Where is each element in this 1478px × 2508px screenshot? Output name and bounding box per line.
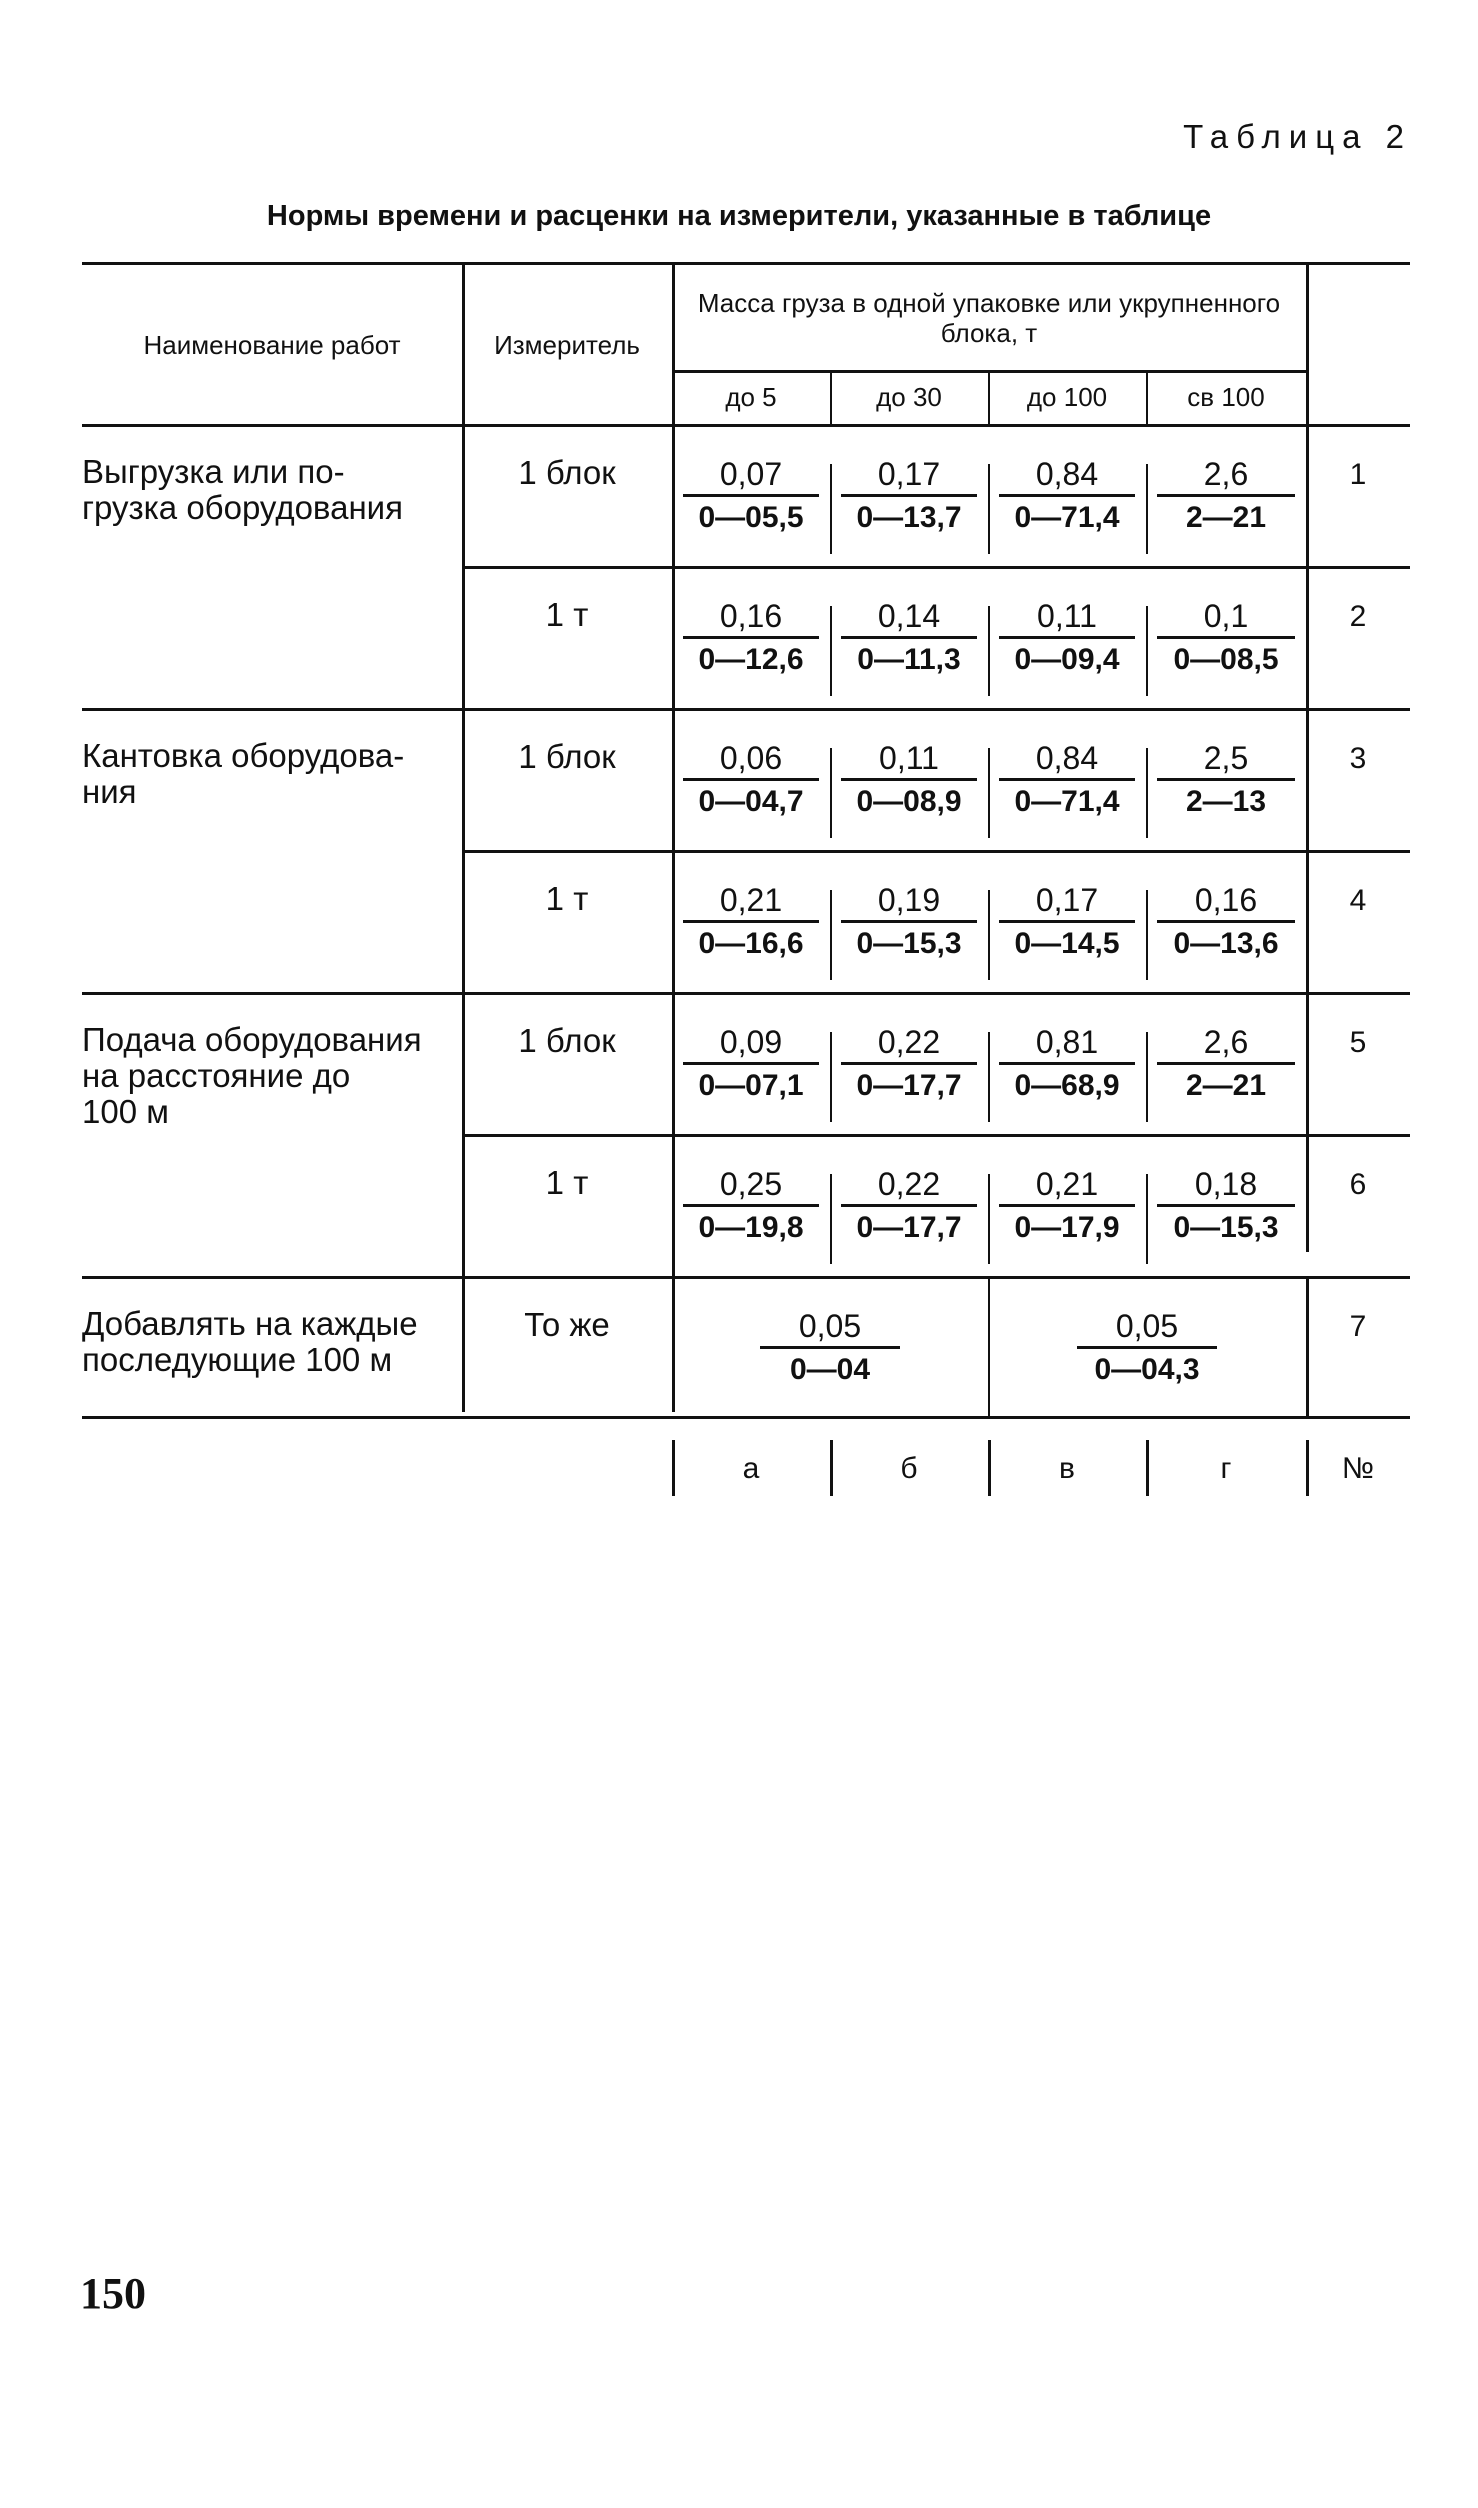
- row-number: 5: [1349, 1026, 1367, 1059]
- time-norm: 0,05: [798, 1308, 862, 1344]
- norm-fraction: [988, 1022, 1146, 1107]
- table-caption: Таблица 2: [1183, 118, 1412, 155]
- norm-fraction: [1146, 738, 1306, 823]
- time-norm: 0,1: [1203, 598, 1249, 634]
- meter-unit: 1 блок: [518, 454, 616, 491]
- norm-fraction: [672, 1164, 830, 1249]
- price-rate: 0—68,9: [1014, 1069, 1120, 1102]
- meter-unit: 1 т: [545, 880, 589, 917]
- norm-fraction: [988, 1306, 1306, 1391]
- work-name: Подача оборудования на расстояние до 100 м: [82, 1021, 422, 1130]
- time-norm: 0,07: [719, 456, 783, 492]
- norm-fraction: [988, 596, 1146, 681]
- price-rate: 0—71,4: [1014, 501, 1120, 534]
- header-mass: Масса груза в одной упаковке или укрупненного блока, т: [697, 288, 1281, 348]
- price-rate: 0—15,3: [856, 927, 962, 960]
- time-norm: 0,11: [1037, 598, 1097, 634]
- footer-column-label: а: [742, 1452, 760, 1485]
- price-rate: 0—04,3: [1094, 1353, 1200, 1386]
- row-rule-group: [82, 708, 1410, 711]
- row-number: 1: [1349, 458, 1367, 491]
- price-rate: 0—17,7: [856, 1211, 962, 1244]
- price-rate: 0—13,6: [1173, 927, 1279, 960]
- price-rate: 0—04: [789, 1353, 871, 1386]
- header-bottom-rule: [82, 424, 1410, 427]
- time-norm: 2,5: [1203, 740, 1249, 776]
- norm-fraction: [988, 880, 1146, 965]
- time-norm: 0,21: [719, 882, 783, 918]
- work-name: Добавлять на каждые последующие 100 м: [82, 1305, 418, 1378]
- price-rate: 0—17,7: [856, 1069, 962, 1102]
- row-number: 3: [1349, 742, 1367, 775]
- time-norm: 2,6: [1203, 1024, 1249, 1060]
- norm-fraction: [672, 1306, 988, 1391]
- work-name: Кантовка оборудова- ния: [82, 737, 405, 810]
- norm-fraction: [1146, 880, 1306, 965]
- norm-fraction: [672, 738, 830, 823]
- time-norm: 0,19: [877, 882, 941, 918]
- header-mass-col: до 30: [876, 382, 942, 412]
- meter-unit: 1 блок: [518, 738, 616, 775]
- time-norm: 0,17: [877, 456, 941, 492]
- work-name: Выгрузка или по- грузка оборудования: [82, 453, 403, 526]
- header-mass-col: до 5: [725, 382, 777, 412]
- meter-unit: 1 т: [545, 596, 589, 633]
- price-rate: 0—04,7: [698, 785, 804, 818]
- time-norm: 0,22: [877, 1166, 941, 1202]
- footer-column-label: №: [1341, 1452, 1375, 1485]
- norm-fraction: [988, 1164, 1146, 1249]
- row-number: 7: [1349, 1310, 1367, 1343]
- price-rate: 2—13: [1185, 785, 1267, 818]
- row-rule-sub: [462, 1134, 1410, 1137]
- price-rate: 0—08,9: [856, 785, 962, 818]
- norm-fraction: [672, 454, 830, 539]
- row-rule-group: [82, 1276, 1410, 1279]
- price-rate: 0—07,1: [698, 1069, 804, 1102]
- time-norm: 0,16: [1194, 882, 1258, 918]
- time-norm: 0,81: [1035, 1024, 1099, 1060]
- norm-fraction: [672, 880, 830, 965]
- header-mass-col: до 100: [1026, 382, 1108, 412]
- norm-fraction: [830, 1022, 988, 1107]
- norm-fraction: [672, 1022, 830, 1107]
- meter-unit: То же: [524, 1306, 610, 1343]
- top-rule: [82, 262, 1410, 265]
- norm-fraction: [830, 880, 988, 965]
- price-rate: 0—14,5: [1014, 927, 1120, 960]
- norm-fraction: [1146, 596, 1306, 681]
- time-norm: 0,11: [879, 740, 939, 776]
- header-mass-col: св 100: [1187, 382, 1265, 412]
- footer-column-label: б: [900, 1452, 918, 1485]
- meter-unit: 1 т: [545, 1164, 589, 1201]
- price-rate: 2—21: [1185, 1069, 1267, 1102]
- norm-fraction: [830, 738, 988, 823]
- row-rule-sub: [462, 566, 1410, 569]
- bottom-rule: [82, 1416, 1410, 1419]
- row-number: 6: [1349, 1168, 1367, 1201]
- price-rate: 0—11,3: [857, 643, 961, 676]
- page-number: 150: [80, 2269, 146, 2318]
- footer-column-label: г: [1220, 1452, 1232, 1485]
- time-norm: 0,16: [719, 598, 783, 634]
- time-norm: 0,06: [719, 740, 783, 776]
- time-norm: 0,84: [1035, 740, 1099, 776]
- time-norm: 0,18: [1194, 1166, 1258, 1202]
- time-norm: 0,05: [1115, 1308, 1179, 1344]
- time-norm: 0,09: [719, 1024, 783, 1060]
- price-rate: 2—21: [1185, 501, 1267, 534]
- price-rate: 0—13,7: [856, 501, 962, 534]
- row-rule-group: [82, 992, 1410, 995]
- price-rate: 0—71,4: [1014, 785, 1120, 818]
- header-meter: Измеритель: [494, 330, 640, 360]
- price-rate: 0—19,8: [698, 1211, 804, 1244]
- table-title: Нормы времени и расценки на измерители, указанные в таблице: [266, 200, 1212, 232]
- header-work-name: Наименование работ: [143, 330, 401, 360]
- row-number: 4: [1349, 884, 1367, 917]
- col-rule-mass-right: [1306, 1276, 1309, 1416]
- meter-unit: 1 блок: [518, 1022, 616, 1059]
- norm-fraction: [1146, 1164, 1306, 1249]
- col-rule-meter: [462, 262, 465, 1412]
- footer-column-label: в: [1059, 1452, 1075, 1485]
- time-norm: 0,25: [719, 1166, 783, 1202]
- time-norm: 0,17: [1035, 882, 1099, 918]
- price-rate: 0—08,5: [1173, 643, 1279, 676]
- time-norm: 0,84: [1035, 456, 1099, 492]
- norm-fraction: [988, 738, 1146, 823]
- norm-fraction: [1146, 454, 1306, 539]
- norm-fraction: [830, 596, 988, 681]
- norm-fraction: [988, 454, 1146, 539]
- price-rate: 0—12,6: [698, 643, 804, 676]
- time-norm: 0,21: [1035, 1166, 1099, 1202]
- norm-fraction: [1146, 1022, 1306, 1107]
- time-norm: 0,14: [877, 598, 941, 634]
- price-rate: 0—09,4: [1014, 643, 1120, 676]
- time-norm: 0,22: [877, 1024, 941, 1060]
- time-norm: 2,6: [1203, 456, 1249, 492]
- price-rate: 0—05,5: [698, 501, 804, 534]
- norm-fraction: [830, 454, 988, 539]
- norm-fraction: [672, 596, 830, 681]
- price-rate: 0—15,3: [1173, 1211, 1279, 1244]
- row-number: 2: [1349, 600, 1367, 633]
- row-rule-sub: [462, 850, 1410, 853]
- price-rate: 0—17,9: [1014, 1211, 1120, 1244]
- norm-fraction: [830, 1164, 988, 1249]
- price-rate: 0—16,6: [698, 927, 804, 960]
